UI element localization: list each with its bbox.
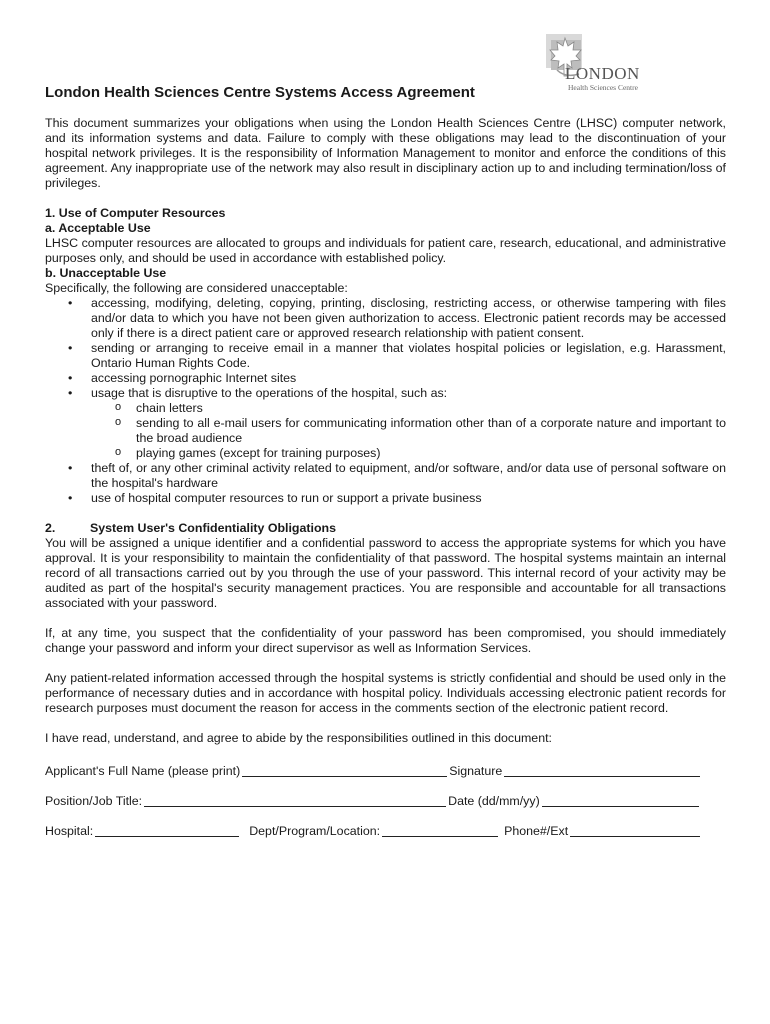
signature-label: Signature	[449, 764, 503, 778]
section2-paragraph-2: If, at any time, you suspect that the confidentiality of your password has been compromised, you should immediately change your password and inform your direct supervisor as well as Information Services.	[45, 626, 726, 655]
signature-field[interactable]	[504, 763, 700, 777]
hospital-label: Hospital:	[45, 824, 94, 838]
logo-name: LONDON	[565, 64, 640, 83]
section1-heading: 1. Use of Computer Resources	[45, 206, 226, 220]
list-item: • use of hospital computer resources to run or support a private business	[45, 491, 726, 506]
unacceptable-list	[45, 296, 726, 506]
acceptable-use-text: LHSC computer resources are allocated to groups and individuals for patient care, research, educational, and administrative purposes only, and should be used in accordance with established policy.	[45, 236, 726, 265]
section2-paragraph-1: You will be assigned a unique identifier and a confidential password to access the appropriate systems for which you have approval. It is your responsibility to maintain the confidentiality of that password. The hospital systems maintain an internal record of all transactions carried out by you through the use of your password. This internal record of your activity may be audited as part of the hospital's security management practices. You are responsible and accountable for all transactions associated with your password.	[45, 536, 726, 610]
list-item: • theft of, or any other criminal activity related to equipment, and/or software, and/or data use of personal software on the hospital's hardware	[45, 461, 726, 491]
list-item: • usage that is disruptive to the operations of the hospital, such as: o chain letters o sending to all e-mail users for communicating information other than of a corporate nature and important to the broad audience o playing games (except for training purposes)	[45, 386, 726, 461]
form-row-hospital	[45, 823, 726, 839]
unacceptable-use-heading: b. Unacceptable Use	[45, 266, 167, 280]
form-row-position	[45, 793, 726, 809]
sub-list-item: o sending to all e-mail users for communicating information other than of a corporate nature and important to the broad audience	[91, 416, 726, 446]
section2-heading: 2. System User's Confidentiality Obligations	[45, 521, 336, 535]
section2-paragraph-3: Any patient-related information accessed through the hospital systems is strictly confidential and should be used only in the performance of necessary duties and in accordance with hospital policy. Individuals accessing electronic patient records for research purposes must document the reason for access in the comments section of the electronic patient record.	[45, 671, 726, 715]
position-field[interactable]	[144, 793, 446, 807]
hospital-field[interactable]	[95, 823, 239, 837]
dept-label: Dept/Program/Location:	[249, 824, 381, 838]
list-item: • sending or arranging to receive email in a manner that violates hospital policies or legislation, e.g. Harassment, Ontario Human Rights Code.	[45, 341, 726, 371]
agreement-statement: I have read, understand, and agree to abide by the responsibilities outlined in this document:	[45, 731, 552, 745]
unacceptable-intro: Specifically, the following are considered unacceptable:	[45, 281, 348, 295]
disruptive-usage-list	[91, 401, 726, 461]
list-item: • accessing, modifying, deleting, copying, printing, disclosing, restricting access, or otherwise tampering with files and/or data to which you have not been given authorization to access. Electronic patient records may be accessed only if there is a direct patient care or approved research relationship with patient consent.	[45, 296, 726, 341]
dept-field[interactable]	[382, 823, 498, 837]
phone-label: Phone#/Ext	[504, 824, 569, 838]
acceptable-use-heading: a. Acceptable Use	[45, 221, 151, 235]
full-name-label: Applicant's Full Name (please print)	[45, 764, 241, 778]
page-title: London Health Sciences Centre Systems Access Agreement	[45, 84, 475, 101]
date-field[interactable]	[542, 793, 699, 807]
sub-list-item: o playing games (except for training purposes)	[91, 446, 726, 461]
logo-subtitle: Health Sciences Centre	[568, 83, 638, 92]
phone-field[interactable]	[570, 823, 700, 837]
intro-paragraph: This document summarizes your obligations when using the London Health Sciences Centre (LHSC) computer network, and its information systems and data. Failure to comply with these obligations may lead to the discontinuation of your hospital network privileges. It is the responsibility of Information Management to monitor and enforce the conditions of this agreement. Any inappropriate use of the network may also result in disciplinary action up to and including termination/loss of privileges.	[45, 116, 726, 190]
date-label: Date (dd/mm/yy)	[448, 794, 540, 808]
list-item: • accessing pornographic Internet sites	[45, 371, 726, 386]
document-body	[45, 84, 726, 853]
full-name-field[interactable]	[242, 763, 447, 777]
sub-list-item: o chain letters	[91, 401, 726, 416]
position-label: Position/Job Title:	[45, 794, 143, 808]
form-row-name	[45, 763, 726, 779]
